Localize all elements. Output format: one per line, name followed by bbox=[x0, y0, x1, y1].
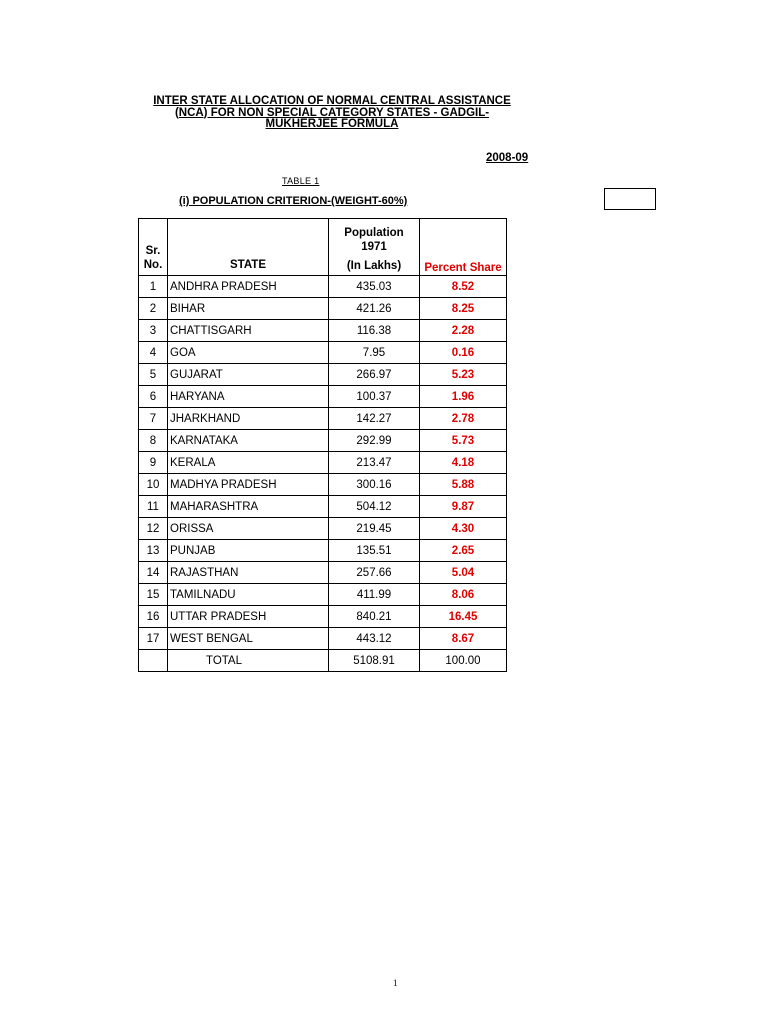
row-state: RAJASTHAN bbox=[168, 562, 329, 584]
table-row bbox=[139, 342, 507, 364]
title-line-2: (NCA) FOR NON SPECIAL CATEGORY STATES - GADGIL- bbox=[174, 106, 490, 119]
row-percent: 5.23 bbox=[420, 364, 507, 386]
row-state: KARNATAKA bbox=[168, 430, 329, 452]
row-state: GUJARAT bbox=[168, 364, 329, 386]
table-body bbox=[139, 276, 507, 650]
header-population: Population 1971 (In Lakhs) bbox=[329, 219, 420, 276]
row-population: 100.37 bbox=[329, 386, 420, 408]
row-sr-no: 7 bbox=[139, 408, 168, 430]
row-sr-no: 9 bbox=[139, 452, 168, 474]
row-sr-no: 5 bbox=[139, 364, 168, 386]
row-population: 435.03 bbox=[329, 276, 420, 298]
row-percent: 2.78 bbox=[420, 408, 507, 430]
table-row bbox=[139, 584, 507, 606]
row-percent: 8.06 bbox=[420, 584, 507, 606]
row-percent: 8.52 bbox=[420, 276, 507, 298]
row-population: 7.95 bbox=[329, 342, 420, 364]
row-percent: 4.30 bbox=[420, 518, 507, 540]
table-label: TABLE 1 bbox=[282, 176, 320, 186]
row-population: 142.27 bbox=[329, 408, 420, 430]
row-population: 421.26 bbox=[329, 298, 420, 320]
table-row bbox=[139, 320, 507, 342]
row-state: ANDHRA PRADESH bbox=[168, 276, 329, 298]
row-population: 840.21 bbox=[329, 606, 420, 628]
table-row bbox=[139, 430, 507, 452]
row-sr-no: 13 bbox=[139, 540, 168, 562]
row-sr-no: 10 bbox=[139, 474, 168, 496]
row-population: 257.66 bbox=[329, 562, 420, 584]
total-population: 5108.91 bbox=[329, 650, 420, 672]
table-row bbox=[139, 408, 507, 430]
row-sr-no: 1 bbox=[139, 276, 168, 298]
row-percent: 4.18 bbox=[420, 452, 507, 474]
row-state: GOA bbox=[168, 342, 329, 364]
row-state: MAHARASHTRA bbox=[168, 496, 329, 518]
table-row bbox=[139, 562, 507, 584]
row-sr-no: 12 bbox=[139, 518, 168, 540]
row-percent: 5.04 bbox=[420, 562, 507, 584]
total-label: TOTAL bbox=[168, 650, 329, 672]
row-sr-no: 4 bbox=[139, 342, 168, 364]
row-state: WEST BENGAL bbox=[168, 628, 329, 650]
year-label: 2008-09 bbox=[486, 152, 529, 164]
row-population: 266.97 bbox=[329, 364, 420, 386]
row-percent: 8.25 bbox=[420, 298, 507, 320]
table-row bbox=[139, 298, 507, 320]
table-subtitle: (i) POPULATION CRITERION-(WEIGHT-60%) bbox=[179, 195, 408, 207]
row-state: CHATTISGARH bbox=[168, 320, 329, 342]
document-title bbox=[130, 96, 534, 131]
table-row bbox=[139, 452, 507, 474]
row-state: KERALA bbox=[168, 452, 329, 474]
table-row bbox=[139, 518, 507, 540]
table-header-row bbox=[139, 219, 507, 276]
row-state: BIHAR bbox=[168, 298, 329, 320]
row-population: 504.12 bbox=[329, 496, 420, 518]
row-state: ORISSA bbox=[168, 518, 329, 540]
table-row bbox=[139, 474, 507, 496]
row-population: 135.51 bbox=[329, 540, 420, 562]
row-sr-no: 3 bbox=[139, 320, 168, 342]
page-number: 1 bbox=[393, 978, 398, 988]
row-sr-no: 11 bbox=[139, 496, 168, 518]
total-sr-cell bbox=[139, 650, 168, 672]
row-population: 443.12 bbox=[329, 628, 420, 650]
title-line-3: MUKHERJEE FORMULA bbox=[265, 118, 399, 130]
row-percent: 8.67 bbox=[420, 628, 507, 650]
header-state: STATE bbox=[168, 219, 329, 276]
total-row bbox=[139, 650, 507, 672]
row-percent: 9.87 bbox=[420, 496, 507, 518]
table-row bbox=[139, 628, 507, 650]
header-sr-no: Sr. No. bbox=[139, 219, 168, 276]
table-row bbox=[139, 276, 507, 298]
empty-cell-box bbox=[604, 188, 656, 210]
row-percent: 0.16 bbox=[420, 342, 507, 364]
row-population: 292.99 bbox=[329, 430, 420, 452]
total-percent: 100.00 bbox=[420, 650, 507, 672]
population-table bbox=[138, 218, 507, 672]
row-percent: 5.73 bbox=[420, 430, 507, 452]
table-row bbox=[139, 540, 507, 562]
row-state: PUNJAB bbox=[168, 540, 329, 562]
table-row bbox=[139, 386, 507, 408]
row-sr-no: 17 bbox=[139, 628, 168, 650]
row-population: 411.99 bbox=[329, 584, 420, 606]
row-percent: 1.96 bbox=[420, 386, 507, 408]
row-percent: 2.65 bbox=[420, 540, 507, 562]
table-row bbox=[139, 606, 507, 628]
row-state: HARYANA bbox=[168, 386, 329, 408]
header-percent-share: Percent Share bbox=[420, 219, 507, 276]
title-line-1: INTER STATE ALLOCATION OF NORMAL CENTRAL ASSISTANCE bbox=[153, 95, 511, 107]
row-state: JHARKHAND bbox=[168, 408, 329, 430]
row-population: 300.16 bbox=[329, 474, 420, 496]
row-population: 213.47 bbox=[329, 452, 420, 474]
row-percent: 16.45 bbox=[420, 606, 507, 628]
row-percent: 5.88 bbox=[420, 474, 507, 496]
row-percent: 2.28 bbox=[420, 320, 507, 342]
row-sr-no: 14 bbox=[139, 562, 168, 584]
row-sr-no: 6 bbox=[139, 386, 168, 408]
row-sr-no: 15 bbox=[139, 584, 168, 606]
row-sr-no: 16 bbox=[139, 606, 168, 628]
row-sr-no: 8 bbox=[139, 430, 168, 452]
table-row bbox=[139, 496, 507, 518]
row-sr-no: 2 bbox=[139, 298, 168, 320]
row-state: MADHYA PRADESH bbox=[168, 474, 329, 496]
row-state: UTTAR PRADESH bbox=[168, 606, 329, 628]
table-row bbox=[139, 364, 507, 386]
row-population: 219.45 bbox=[329, 518, 420, 540]
row-state: TAMILNADU bbox=[168, 584, 329, 606]
row-population: 116.38 bbox=[329, 320, 420, 342]
